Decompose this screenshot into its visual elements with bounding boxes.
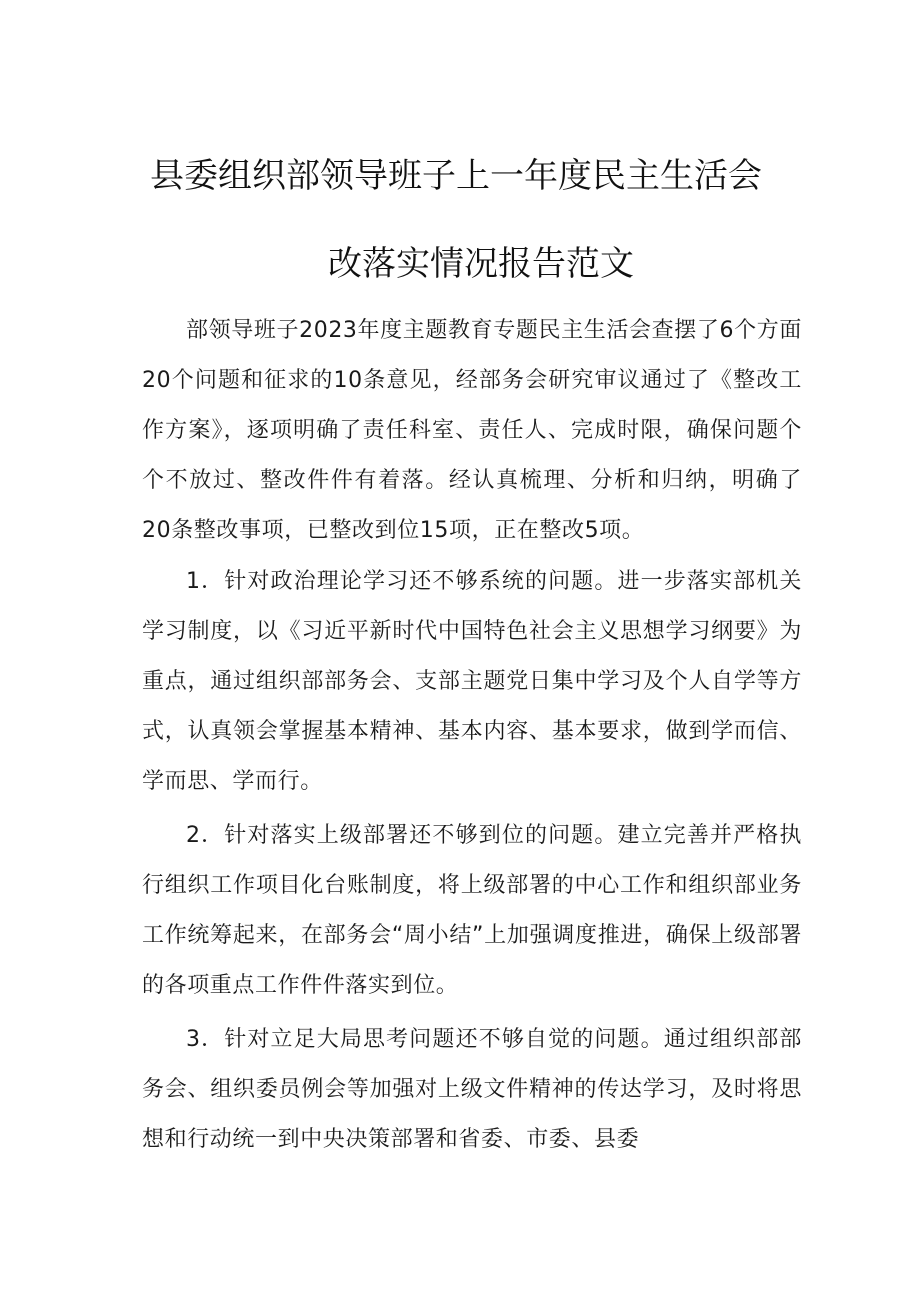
paragraph-text: 2．针对落实上级部署还不够到位的问题。建立完善并严格执行组织工作项目化台账制度，将上级部署的中心工作和组织部业务工作统筹起来，在部务会“周小结”上加强调度推进，确保上级部署的各项重点工作件件落实到位。: [142, 823, 802, 998]
document-title-line-2: 改落实情况报告范文: [328, 244, 634, 284]
paragraph-item-2: [142, 811, 802, 1011]
paragraph-text: 部领导班子2023年度主题教育专题民主生活会查摆了6个方面20个问题和征求的10条意见，经部务会研究审议通过了《整改工作方案》，逐项明确了责任科室、责任人、完成时限，确保问题个个不放过、整改件件有着落。经认真梳理、分析和归纳，明确了20条整改事项，已整改到位15项，正在整改5项。: [142, 318, 802, 543]
paragraph-text: 3．针对立足大局思考问题还不够自觉的问题。通过组织部部务会、组织委员例会等加强对上级文件精神的传达学习，及时将思想和行动统一到中央决策部署和省委、市委、县委: [142, 1027, 802, 1152]
paragraph-item-1: [142, 557, 802, 807]
document-title-line-1: 县委组织部领导班子上一年度民主生活会: [150, 156, 762, 196]
paragraph-text: 1．针对政治理论学习还不够系统的问题。进一步落实部机关学习制度，以《习近平新时代中国特色社会主义思想学习纲要》为重点，通过组织部部务会、支部主题党日集中学习及个人自学等方式，认真领会掌握基本精神、基本内容、基本要求，做到学而信、学而思、学而行。: [142, 569, 802, 794]
paragraph-item-3: [142, 1015, 802, 1165]
paragraph-intro: [142, 306, 802, 556]
